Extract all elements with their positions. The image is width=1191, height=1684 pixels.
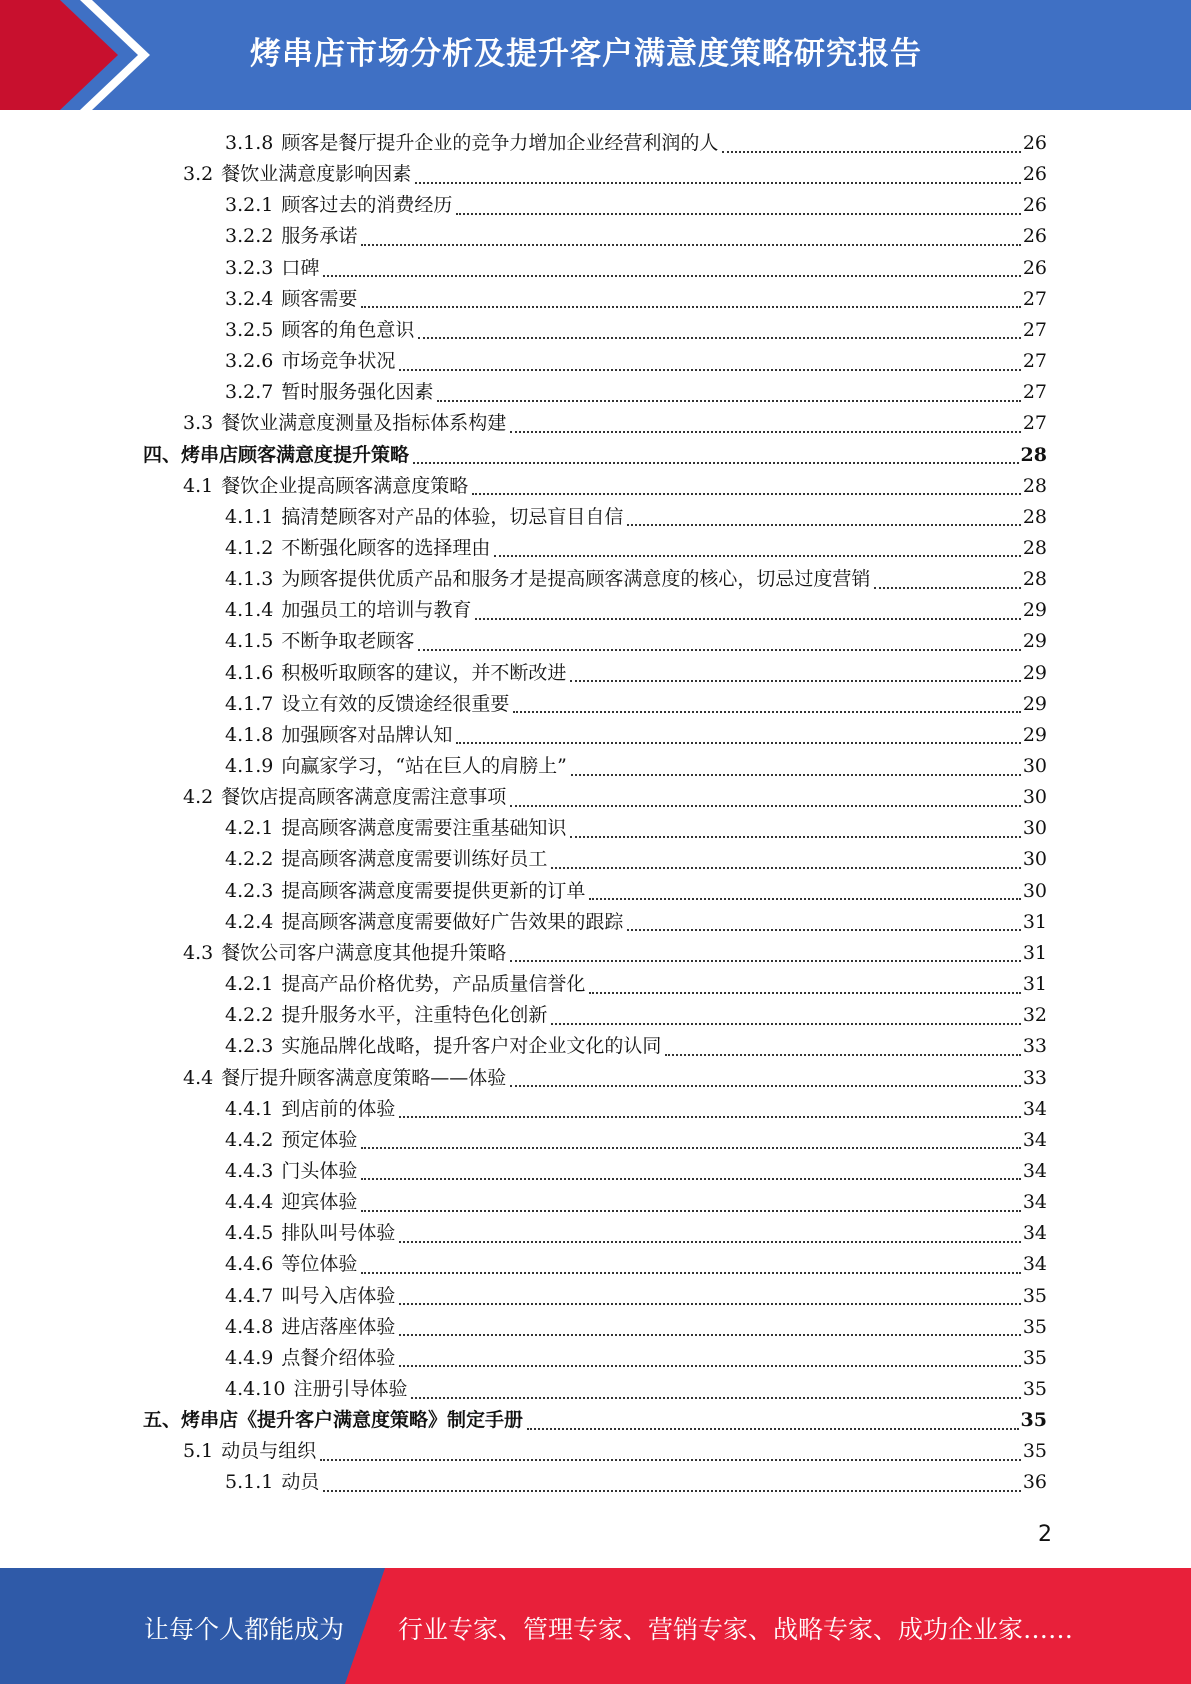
toc-dot-leader (320, 1459, 1021, 1461)
toc-entry-page: 28 (1022, 505, 1047, 528)
toc-entry-title: 动员 (281, 1471, 320, 1494)
toc-entry-title: 点餐介绍体验 (281, 1346, 396, 1369)
toc-entry-page: 26 (1022, 194, 1047, 217)
toc-entry-page: 28 (1022, 536, 1047, 559)
toc-entry-number: 5.1.1 (225, 1471, 274, 1494)
toc-entry-page: 35 (1022, 1284, 1047, 1307)
toc-entry-number: 4.2 (183, 786, 214, 809)
toc-dot-leader (361, 1210, 1020, 1212)
toc-entry-title: 餐饮企业提高顾客满意度策略 (221, 474, 469, 497)
toc-entry-title: 迎宾体验 (281, 1191, 358, 1214)
toc-entry-title: 顾客需要 (281, 287, 358, 310)
toc-entry[interactable] (225, 1156, 1047, 1187)
toc-dot-leader (627, 524, 1020, 526)
toc-entry-number: 5.1 (183, 1440, 214, 1463)
toc-entry[interactable] (225, 1031, 1047, 1062)
toc-dot-leader (418, 649, 1020, 651)
toc-dot-leader (399, 1116, 1020, 1118)
toc-dot-leader (571, 774, 1021, 776)
toc-entry-title: 提高顾客满意度需要提供更新的订单 (281, 879, 586, 902)
toc-entry[interactable] (183, 408, 1047, 439)
toc-entry-page: 30 (1022, 755, 1047, 777)
toc-dot-leader (551, 867, 1020, 869)
toc-entry[interactable] (183, 159, 1047, 190)
toc-entry-page: 28 (1020, 443, 1047, 466)
toc-entry-number: 4.4.1 (225, 1097, 274, 1120)
toc-dot-leader (874, 587, 1020, 589)
toc-entry-title: 实施品牌化战略，提升客户对企业文化的认同 (281, 1035, 662, 1058)
toc-dot-leader (570, 836, 1020, 838)
toc-entry-title: 顾客的角色意识 (281, 318, 415, 341)
toc-entry-number: 4.2.4 (225, 910, 274, 933)
toc-entry-page: 35 (1020, 1409, 1047, 1432)
footer-slogan-right: 行业专家、管理专家、营销专家、战略专家、成功企业家…… (398, 1615, 1074, 1644)
toc-entry[interactable] (225, 128, 1047, 159)
toc-entry-title: 为顾客提供优质产品和服务才是提高顾客满意度的核心，切忌过度营销 (281, 568, 871, 591)
toc-entry-title: 搞清楚顾客对产品的体验，切忌盲目自信 (281, 505, 624, 528)
toc-entry[interactable] (225, 1125, 1047, 1156)
toc-entry-title: 暂时服务强化因素 (281, 381, 434, 404)
toc-dot-leader (413, 462, 1019, 464)
toc-entry-page: 26 (1022, 256, 1047, 279)
toc-entry-number: 4.1.8 (225, 723, 274, 746)
toc-dot-leader (418, 337, 1020, 339)
toc-entry-title: 口碑 (281, 256, 320, 279)
toc-entry-title: 餐饮业满意度影响因素 (221, 163, 412, 186)
toc-entry-title: 动员与组织 (221, 1440, 317, 1463)
toc-dot-leader (510, 431, 1021, 433)
toc-entry-number: 3.2.6 (225, 350, 274, 373)
toc-entry-page: 29 (1022, 661, 1047, 684)
toc-entry[interactable] (225, 253, 1047, 284)
toc-entry[interactable] (225, 689, 1047, 720)
toc-dot-leader (399, 1241, 1020, 1243)
toc-entry-page: 32 (1022, 1004, 1047, 1027)
footer-banner (0, 1568, 1191, 1684)
toc-entry-page: 27 (1022, 350, 1047, 373)
toc-entry-title: 门头体验 (281, 1159, 358, 1182)
toc-dot-leader (361, 1272, 1020, 1274)
toc-entry[interactable] (225, 1000, 1047, 1031)
toc-entry-page: 31 (1022, 910, 1047, 933)
toc-entry-page: 33 (1022, 1035, 1047, 1058)
toc-entry-title: 等位体验 (281, 1253, 358, 1276)
toc-entry-title: 提升服务水平，注重特色化创新 (281, 1004, 548, 1027)
toc-entry[interactable] (183, 782, 1047, 813)
toc-entry[interactable] (225, 1343, 1047, 1374)
toc-entry[interactable] (225, 1187, 1047, 1218)
toc-dot-leader (570, 680, 1020, 682)
toc-entry-number: 4.1.3 (225, 568, 274, 591)
toc-entry-page: 34 (1022, 1128, 1047, 1151)
toc-entry-page: 30 (1022, 817, 1047, 840)
toc-entry-title: 设立有效的反馈途经很重要 (281, 692, 510, 715)
toc-entry-page: 28 (1022, 474, 1047, 497)
toc-entry-number: 4.3 (183, 941, 214, 964)
toc-entry-title: 提高顾客满意度需要做好广告效果的跟踪 (281, 910, 624, 933)
toc-entry-title: 加强顾客对品牌认知 (281, 723, 453, 746)
toc-entry-title: 排队叫号体验 (281, 1222, 396, 1245)
toc-entry-page: 26 (1022, 132, 1047, 154)
toc-entry-page: 29 (1022, 723, 1047, 746)
toc-entry-page: 36 (1022, 1471, 1047, 1494)
toc-entry-page: 34 (1022, 1097, 1047, 1120)
toc-dot-leader (510, 1085, 1021, 1087)
toc-entry[interactable] (225, 658, 1047, 689)
toc-entry-number: 4.2.2 (225, 848, 274, 871)
toc-entry-title: 不断强化顾客的选择理由 (281, 536, 491, 559)
toc-entry[interactable] (183, 1436, 1047, 1467)
toc-dot-leader (513, 711, 1020, 713)
toc-entry-page: 31 (1022, 941, 1047, 964)
toc-entry[interactable] (225, 876, 1047, 907)
toc-entry[interactable] (225, 1249, 1047, 1280)
toc-entry[interactable] (225, 1467, 1047, 1498)
chevron-arrow-icon (0, 0, 160, 110)
toc-entry[interactable] (183, 471, 1047, 502)
toc-entry-title: 餐饮公司客户满意度其他提升策略 (221, 941, 507, 964)
page-number: 2 (1038, 1522, 1052, 1547)
toc-entry[interactable] (225, 346, 1047, 377)
toc-entry-title: 积极听取顾客的建议，并不断改进 (281, 661, 567, 684)
toc-entry-page: 27 (1022, 287, 1047, 310)
toc-entry-page: 34 (1022, 1253, 1047, 1276)
toc-dot-leader (399, 1303, 1020, 1305)
toc-entry[interactable] (225, 720, 1047, 751)
toc-dot-leader (323, 1490, 1020, 1492)
toc-entry-page: 30 (1022, 879, 1047, 902)
toc-dot-leader (589, 898, 1020, 900)
toc-entry-number: 4.1.7 (225, 692, 274, 715)
toc-dot-leader (475, 618, 1020, 620)
toc-entry-number: 3.2.4 (225, 287, 274, 310)
toc-entry[interactable] (225, 1094, 1047, 1125)
toc-dot-leader (494, 555, 1020, 557)
toc-entry-page: 29 (1022, 692, 1047, 715)
toc-entry-page: 29 (1022, 599, 1047, 622)
toc-dot-leader (411, 1397, 1020, 1399)
toc-entry-number: 4.2.3 (225, 879, 274, 902)
toc-entry-number: 4.4.5 (225, 1222, 274, 1245)
toc-entry-title: 向赢家学习，“站在巨人的肩膀上” (281, 755, 567, 777)
toc-entry-number: 4.4.7 (225, 1284, 274, 1307)
toc-entry-title: 不断争取老顾客 (281, 630, 415, 653)
toc-dot-leader (510, 805, 1021, 807)
toc-entry-title: 餐厅提升顾客满意度策略——体验 (221, 1066, 507, 1089)
toc-entry-number: 4.2.1 (225, 817, 274, 840)
toc-entry-page: 27 (1022, 381, 1047, 404)
toc-entry-title: 市场竞争状况 (281, 350, 396, 373)
toc-entry-title: 服务承诺 (281, 225, 358, 248)
toc-entry[interactable] (225, 284, 1047, 315)
toc-dot-leader (589, 992, 1020, 994)
toc-entry-number: 3.2.3 (225, 256, 274, 279)
toc-dot-leader (361, 306, 1020, 308)
toc-entry-page: 34 (1022, 1222, 1047, 1245)
toc-dot-leader (399, 1334, 1020, 1336)
toc-entry[interactable] (225, 813, 1047, 844)
toc-entry[interactable] (225, 377, 1047, 408)
toc-entry-number: 4.4 (183, 1066, 214, 1089)
toc-entry-title: 加强员工的培训与教育 (281, 599, 472, 622)
toc-entry-number: 4.4.6 (225, 1253, 274, 1276)
toc-entry[interactable] (143, 440, 1047, 471)
toc-dot-leader (361, 1178, 1020, 1180)
toc-entry-number: 3.1.8 (225, 132, 274, 154)
toc-entry[interactable] (225, 533, 1047, 564)
toc-entry-page: 33 (1022, 1066, 1047, 1089)
toc-entry[interactable] (183, 938, 1047, 969)
toc-entry[interactable] (143, 1405, 1047, 1436)
toc-entry-number: 4.4.2 (225, 1128, 274, 1151)
toc-entry[interactable] (225, 502, 1047, 533)
toc-entry[interactable] (225, 1312, 1047, 1343)
toc-entry-number: 4.4.10 (225, 1378, 286, 1400)
toc-dot-leader (551, 1023, 1020, 1025)
toc-entry-page: 28 (1022, 568, 1047, 591)
toc-dot-leader (722, 151, 1020, 153)
toc-entry-number: 4.1.6 (225, 661, 274, 684)
toc-entry[interactable] (225, 969, 1047, 1000)
toc-entry-page: 27 (1022, 318, 1047, 341)
toc-entry-title: 餐饮业满意度测量及指标体系构建 (221, 412, 507, 435)
toc-dot-leader (399, 1365, 1020, 1367)
toc-entry-title: 注册引导体验 (293, 1378, 408, 1400)
toc-entry[interactable] (225, 626, 1047, 657)
toc-entry-number: 4.4.8 (225, 1315, 274, 1338)
toc-entry-title: 顾客过去的消费经历 (281, 194, 453, 217)
toc-entry-number: 4.2.1 (225, 973, 274, 996)
toc-entry[interactable] (225, 907, 1047, 938)
toc-dot-leader (361, 244, 1020, 246)
toc-entry-title: 预定体验 (281, 1128, 358, 1151)
toc-entry[interactable] (225, 1281, 1047, 1312)
toc-entry[interactable] (225, 751, 1047, 782)
toc-entry-page: 26 (1022, 163, 1047, 186)
toc-dot-leader (627, 929, 1020, 931)
toc-entry[interactable] (225, 595, 1047, 626)
toc-entry-title: 餐饮店提高顾客满意度需注意事项 (221, 786, 507, 809)
toc-entry-number: 4.1.4 (225, 599, 274, 622)
toc-entry-page: 34 (1022, 1191, 1047, 1214)
toc-entry[interactable] (225, 1374, 1047, 1405)
toc-entry-number: 4.2.3 (225, 1035, 274, 1058)
toc-entry-title: 叫号入店体验 (281, 1284, 396, 1307)
toc-entry-page: 30 (1022, 848, 1047, 871)
toc-entry-number: 4.1.9 (225, 755, 274, 777)
toc-entry[interactable] (225, 844, 1047, 875)
toc-entry[interactable] (183, 1063, 1047, 1094)
toc-dot-leader (456, 742, 1020, 744)
toc-dot-leader (665, 1054, 1020, 1056)
toc-entry[interactable] (225, 315, 1047, 346)
toc-entry-number: 3.2.1 (225, 194, 274, 217)
toc-entry-title: 四、烤串店顾客满意度提升策略 (143, 443, 410, 466)
toc-entry-number: 3.2.2 (225, 225, 274, 248)
toc-entry-title: 进店落座体验 (281, 1315, 396, 1338)
toc-dot-leader (415, 182, 1021, 184)
toc-entry-page: 26 (1022, 225, 1047, 248)
toc-dot-leader (472, 493, 1021, 495)
toc-entry-number: 4.1.2 (225, 536, 274, 559)
toc-entry-number: 3.3 (183, 412, 214, 435)
header-banner (0, 0, 1191, 110)
toc-entry[interactable] (225, 564, 1047, 595)
toc-entry-number: 4.1.1 (225, 505, 274, 528)
toc-dot-leader (399, 369, 1020, 371)
toc-dot-leader (361, 1147, 1020, 1149)
toc-entry[interactable] (225, 1218, 1047, 1249)
toc-entry-number: 4.1.5 (225, 630, 274, 653)
toc-entry-number: 4.4.9 (225, 1346, 274, 1369)
toc-entry-title: 提高顾客满意度需要注重基础知识 (281, 817, 567, 840)
toc-entry-page: 35 (1022, 1378, 1047, 1400)
toc-entry-number: 4.2.2 (225, 1004, 274, 1027)
toc-entry-title: 提高产品价格优势，产品质量信誉化 (281, 973, 586, 996)
toc-entry-title: 到店前的体验 (281, 1097, 396, 1120)
toc-entry[interactable] (225, 221, 1047, 252)
toc-dot-leader (437, 400, 1020, 402)
toc-entry-page: 34 (1022, 1159, 1047, 1182)
toc-entry-title: 顾客是餐厅提升企业的竞争力增加企业经营利润的人 (281, 132, 719, 154)
toc-entry-title: 提高顾客满意度需要训练好员工 (281, 848, 548, 871)
toc-entry-page: 27 (1022, 412, 1047, 435)
toc-entry-title: 五、烤串店《提升客户满意度策略》制定手册 (143, 1409, 524, 1432)
toc-dot-leader (527, 1428, 1019, 1430)
toc-entry-number: 4.1 (183, 474, 214, 497)
toc-entry-page: 30 (1022, 786, 1047, 809)
toc-entry-page: 35 (1022, 1346, 1047, 1369)
toc-entry-page: 29 (1022, 630, 1047, 653)
toc-entry-page: 31 (1022, 973, 1047, 996)
toc-dot-leader (456, 213, 1020, 215)
toc-entry-number: 3.2 (183, 163, 214, 186)
toc-dot-leader (323, 275, 1020, 277)
toc-entry-page: 35 (1022, 1315, 1047, 1338)
toc-entry-number: 3.2.7 (225, 381, 274, 404)
toc-entry-number: 4.4.4 (225, 1191, 274, 1214)
toc-entry-number: 3.2.5 (225, 318, 274, 341)
report-title: 烤串店市场分析及提升客户满意度策略研究报告 (250, 36, 922, 72)
footer-slogan-left: 让每个人都能成为 (144, 1615, 345, 1644)
toc-dot-leader (510, 960, 1021, 962)
toc-entry-number: 4.4.3 (225, 1159, 274, 1182)
toc-entry[interactable] (225, 190, 1047, 221)
toc-entry-page: 35 (1022, 1440, 1047, 1463)
